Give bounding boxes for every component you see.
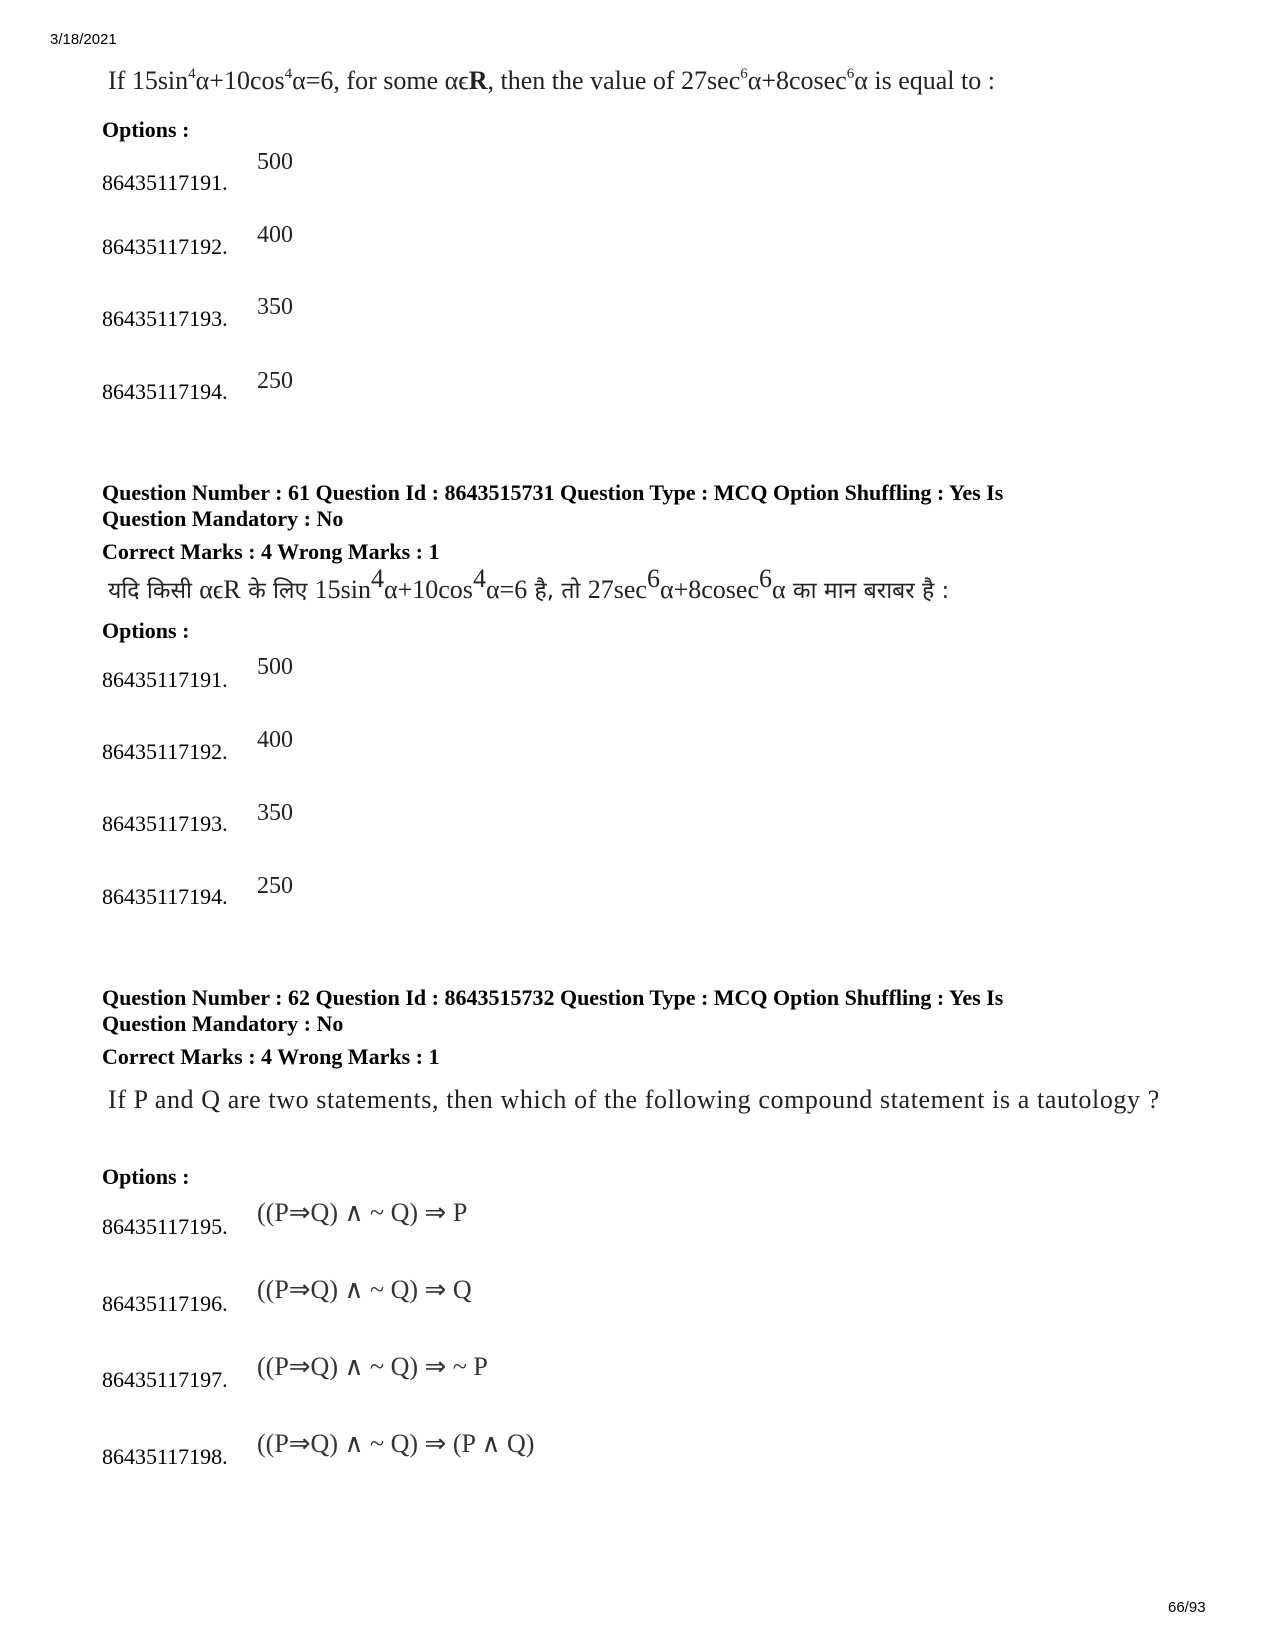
question-62-mandatory: Question Mandatory : No <box>102 1011 344 1036</box>
option-value: 400 <box>257 727 293 753</box>
option-id: 86435117198. <box>102 1444 228 1469</box>
question-60-text: If $15\sin^4\alpha+10\cos^4\alpha=6$, for some αϵR, then the value of $27\sec^6\alpha+8cosec^6\alpha$ is equal to : <box>108 66 995 95</box>
option-id: 86435117192. <box>102 739 228 764</box>
option-value: 250 <box>257 368 293 394</box>
option-value: 350 <box>257 294 293 320</box>
page-number: 66/93 <box>1168 1599 1206 1616</box>
question-61-mandatory: Question Mandatory : No <box>102 506 344 531</box>
option-value: 500 <box>257 654 293 680</box>
option-id: 86435117191. <box>102 170 228 195</box>
option-id: 86435117194. <box>102 379 228 404</box>
option-id: 86435117193. <box>102 306 228 331</box>
option-value: ((P⇒Q) ∧ ~ Q) ⇒ Q <box>257 1275 472 1304</box>
option-id: 86435117197. <box>102 1367 228 1392</box>
question-62-marks: Correct Marks : 4 Wrong Marks : 1 <box>102 1044 440 1069</box>
option-id: 86435117194. <box>102 884 228 909</box>
options-label: Options : <box>102 618 190 643</box>
question-61-marks: Correct Marks : 4 Wrong Marks : 1 <box>102 539 440 564</box>
option-id: 86435117195. <box>102 1214 228 1239</box>
question-62-text: If P and Q are two statements, then which of the following compound statement is a tautology ? <box>108 1085 1160 1114</box>
question-61-text: यदि किसी αϵR के लिए $15\sin^4\alpha+10\cos^4\alpha=6$ है, तो $27\sec^6\alpha+8cosec^6\alpha$ का मान बराबर है : <box>108 564 950 604</box>
question-61-meta: Question Number : 61 Question Id : 8643515731 Question Type : MCQ Option Shuffling : Yes Is <box>102 480 1004 505</box>
print-date: 3/18/2021 <box>50 31 117 48</box>
option-value: 400 <box>257 222 293 248</box>
options-label: Options : <box>102 1164 190 1189</box>
option-value: ((P⇒Q) ∧ ~ Q) ⇒ ~ P <box>257 1352 488 1381</box>
option-value: 250 <box>257 873 293 899</box>
option-value: ((P⇒Q) ∧ ~ Q) ⇒ (P ∧ Q) <box>257 1429 535 1458</box>
option-id: 86435117196. <box>102 1291 228 1316</box>
option-value: ((P⇒Q) ∧ ~ Q) ⇒ P <box>257 1198 468 1227</box>
option-value: 350 <box>257 800 293 826</box>
question-62-meta: Question Number : 62 Question Id : 8643515732 Question Type : MCQ Option Shuffling : Yes Is <box>102 985 1004 1010</box>
option-id: 86435117191. <box>102 667 228 692</box>
option-value: 500 <box>257 149 293 175</box>
option-id: 86435117193. <box>102 811 228 836</box>
option-id: 86435117192. <box>102 234 228 259</box>
options-label: Options : <box>102 117 190 142</box>
